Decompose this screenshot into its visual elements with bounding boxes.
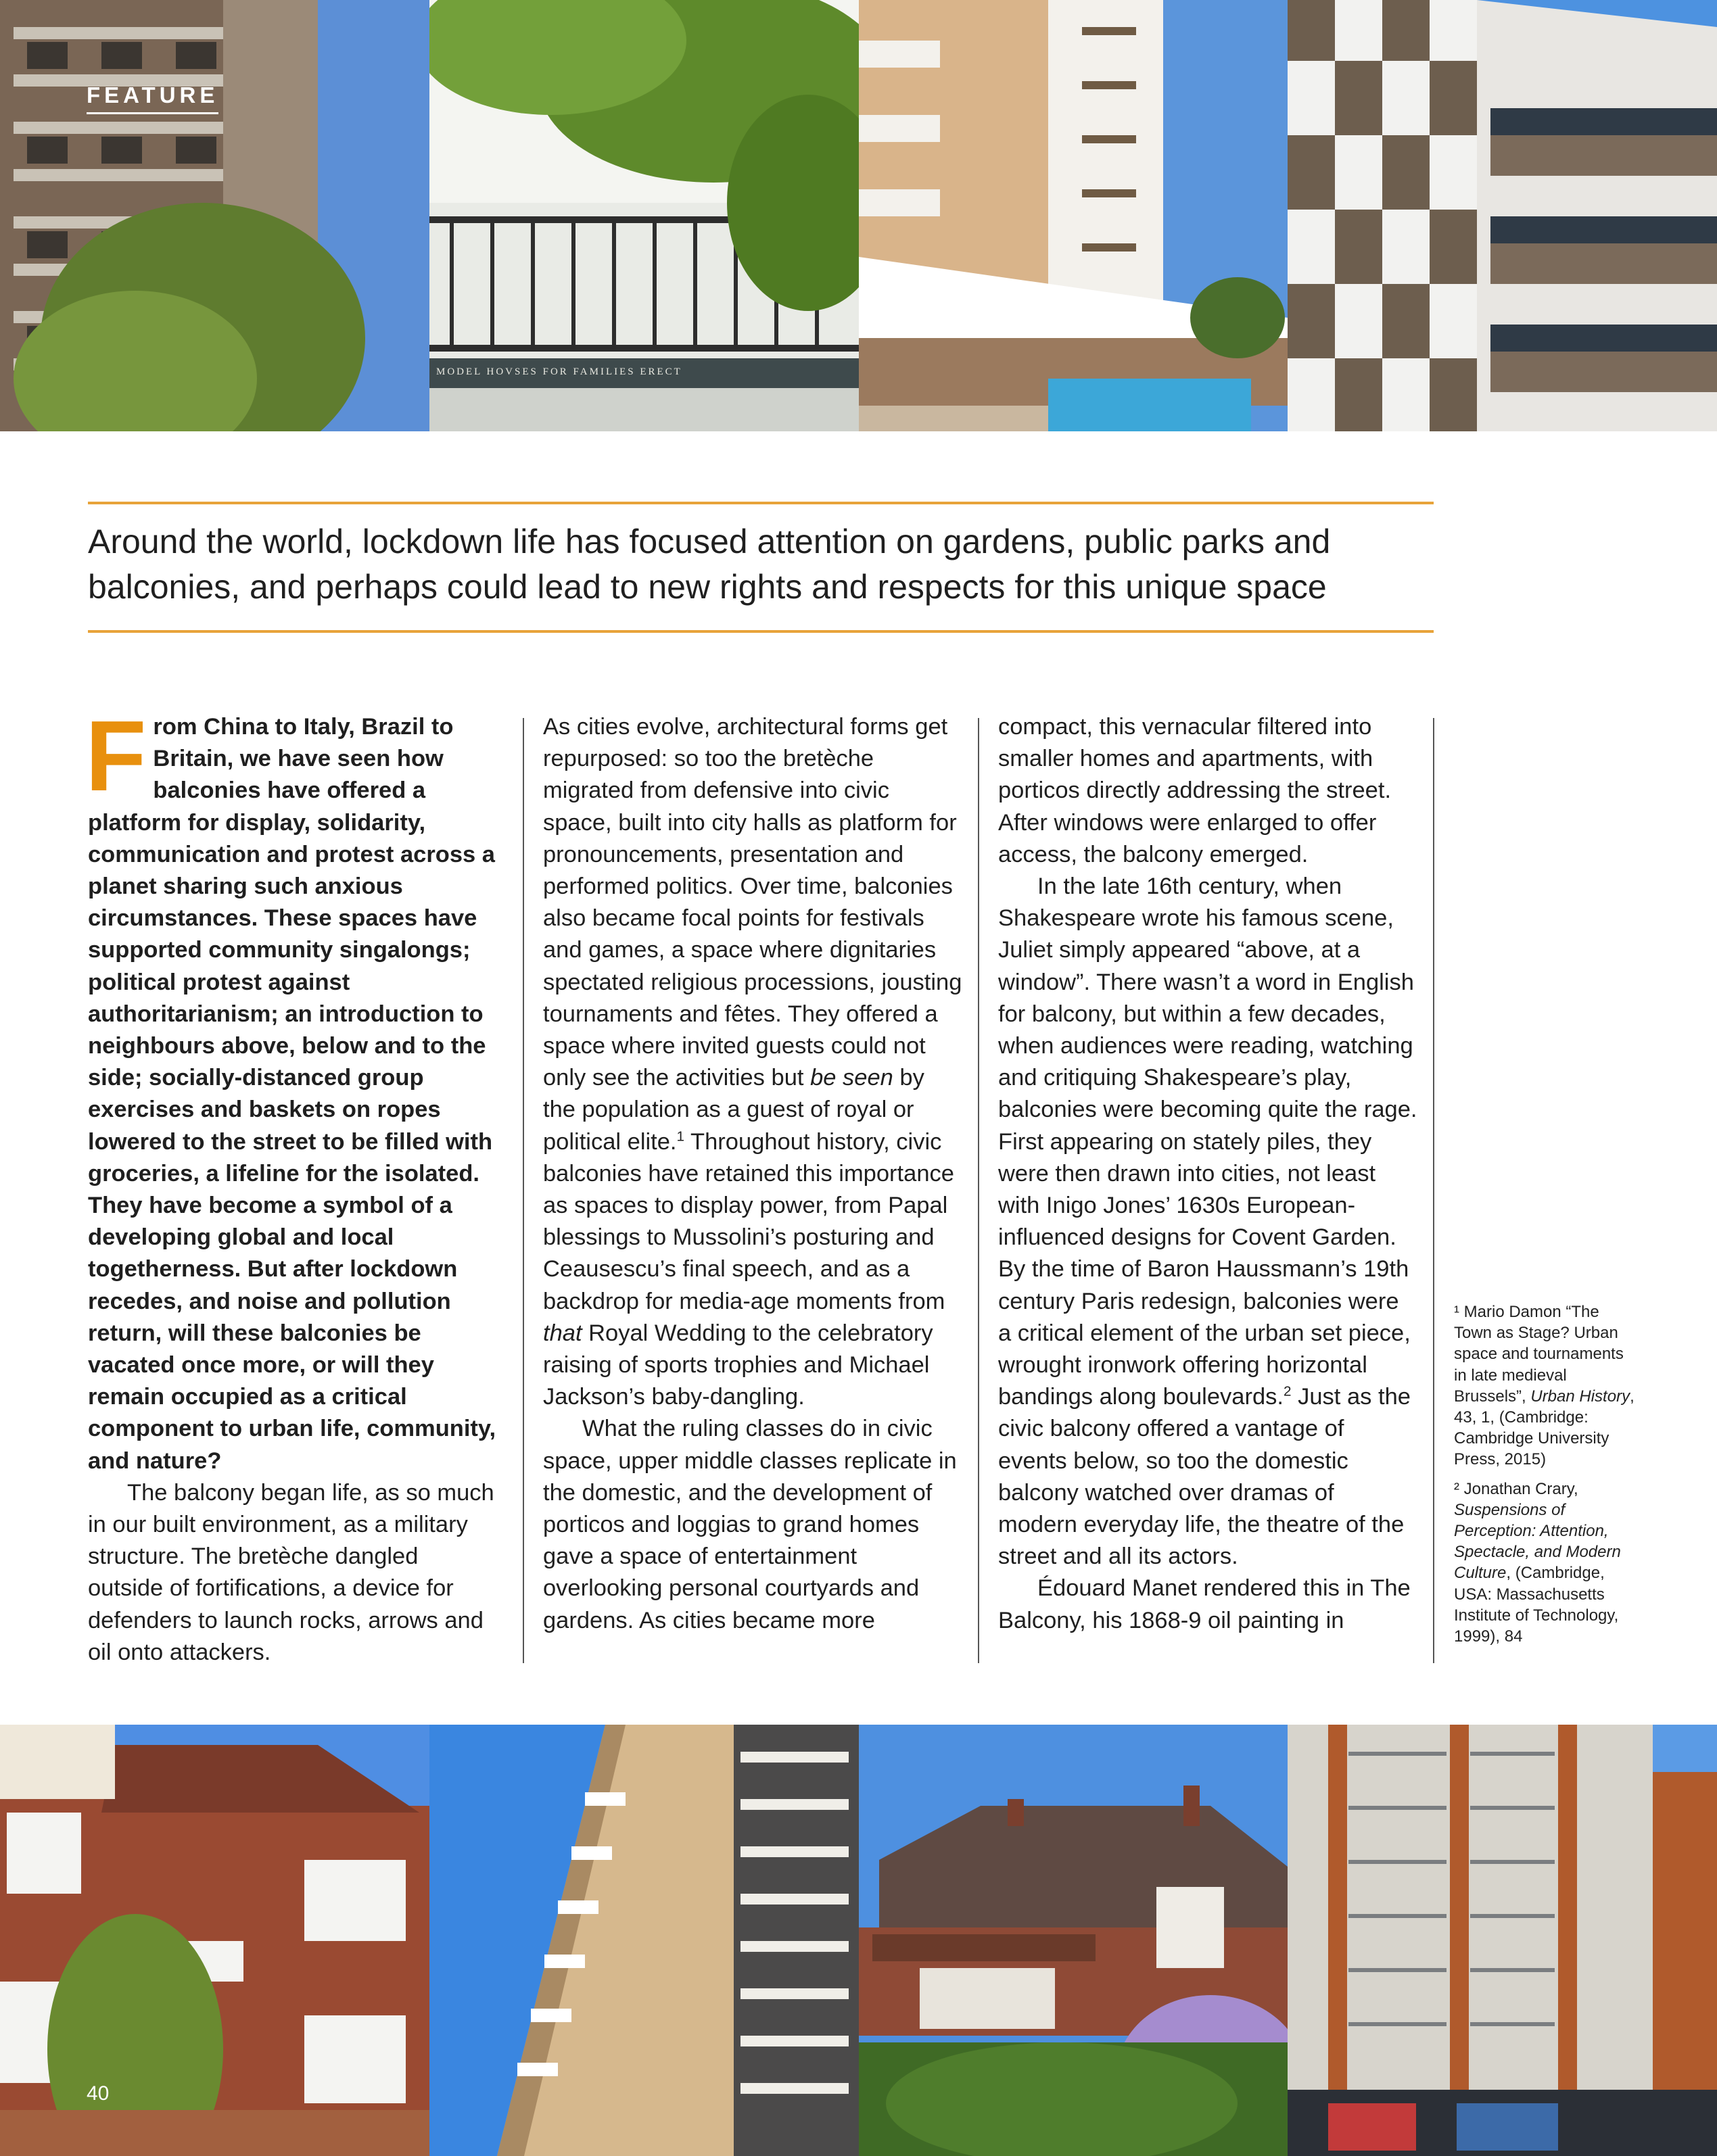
footnote-ref: 2 [1284,1383,1292,1399]
lead-paragraph [85,700,497,1477]
standfirst-rule-top [88,502,1434,504]
photo-tall-residential-tower [429,1725,859,2156]
article-column-3 [998,711,1417,1637]
drop-cap: F [85,700,147,812]
body-paragraph: The balcony began life, as so much in our built environment, as a military structure. The bretèche dangled outside of fortifications, a device for defenders to launch rocks, arrows and oil onto attackers. [88,1479,494,1665]
standfirst: Around the world, lockdown life has focused attention on gardens, public parks and balconies, and perhaps could lead to new rights and respects for this unique space [88,523,1331,606]
photo-house-with-balcony [859,1725,1288,2156]
column-divider [1433,718,1434,1663]
column-divider [523,718,524,1663]
body-paragraph: What the ruling classes do in civic space, upper middle classes replicate in the domestic, and the development of porticos and loggias to grand homes gave a space of entertainment overlooking personal courtyards and gardens. As cities became more [543,1416,957,1633]
footnotes [1454,1301,1640,1655]
column-divider [978,718,979,1663]
body-paragraph: compact, this vernacular filtered into smaller homes and apartments, with porticos directly addressing the street. After windows were enlarged to offer access, the balcony emerged. [998,714,1392,867]
photo-tower-block-brick [0,0,429,431]
photo-apartment-pool [859,0,1288,431]
body-paragraph: In the late 16th century, when Shakespeare wrote his famous scene, Juliet simply appeared “above, at a window”. There wasn’t a word in English for balcony, but within a few decades, when audiences were reading, watching and critiquing Shakespeare’s play, balconies were becoming quite the rage. First appearing on stately piles, they were then drawn into cities, not least with Inigo Jones’ 1630s European-influenced designs for Covent Garden. By the time of Baron Haussmann’s 19th century Paris redesign, balconies were a critical element of the urban set piece, wrought ironwork offering horizontal bandings along boulevards.$^2$ Just as the civic balcony offered a vantage of events below, so too the domestic balcony watched over dramas of modern everyday life, the theatre of the street and all its actors. [998,873,1417,1570]
standfirst-rule-bottom [88,630,1434,633]
model-houses-sign-text: MODEL HOVSES FOR FAMILIES ERECT [436,366,682,377]
body-paragraph: As cities evolve, architectural forms get repurposed: so too the bretèche migrated from defensive into civic space, built into city halls as platform for pronouncements, presentation and performed politics. Over time, balconies also became focal points for festivals and games, a space where dignitaries spectated religious processions, jousting tournaments and fêtes. They offered a space where invited guests could not only see the activities but be seen by the population as a guest of royal or political elite.$^1$ Throughout history, civic balconies have retained this importance as spaces to display power, from Papal blessings to Mussolini’s posturing and Ceausescu’s final speech, and as a backdrop for media-age moments from that Royal Wedding to the celebratory raising of sports trophies and Michael Jackson’s baby-dangling. [543,714,962,1410]
footnote-2: ² Jonathan Crary, Suspensions of Perception: Attention, Spectacle, and Modern Culture, (Cambridge, USA: Massachusetts Institute of Technology, 1999), 84 [1454,1479,1621,1646]
article-column-1 [85,700,497,1669]
footnote-ref: 1 [676,1128,685,1145]
body-paragraph: Édouard Manet rendered this in The Balcony, his 1868-9 oil painting in [998,1575,1411,1633]
photo-red-brick-house [0,1725,429,2156]
section-tag: FEATURE [87,82,218,114]
article-column-2 [543,711,962,1637]
lead-text: rom China to Italy, Brazil to Britain, we have seen how balconies have offered a platform for display, solidarity, communication and protest across a planet sharing such anxious circumstances. These spaces have supported community singalongs; political protest against authoritarianism; an introduction to neighbours above, below and to the side; socially-distanced group exercises and baskets on ropes lowered to the street to be filled with groceries, a lifeline for the isolated. They have become a symbol of a developing global and local togetherness. But after lockdown recedes, and noise and pollution return, will these balconies be vacated once more, or will they remain occupied as a critical component to urban life, community, and nature? [88,714,496,1474]
photo-modern-apartment-block [1288,1725,1717,2156]
page-number: 40 [87,2082,110,2105]
footnote-1: ¹ Mario Damon “The Town as Stage? Urban space and tournaments in late medieval Brussels”, Urban History, 43, 1, (Cambridge: Cambridge University Press, 2015) [1454,1303,1634,1469]
photo-model-houses-railing [429,0,859,431]
photo-checkerboard-block [1288,0,1717,431]
